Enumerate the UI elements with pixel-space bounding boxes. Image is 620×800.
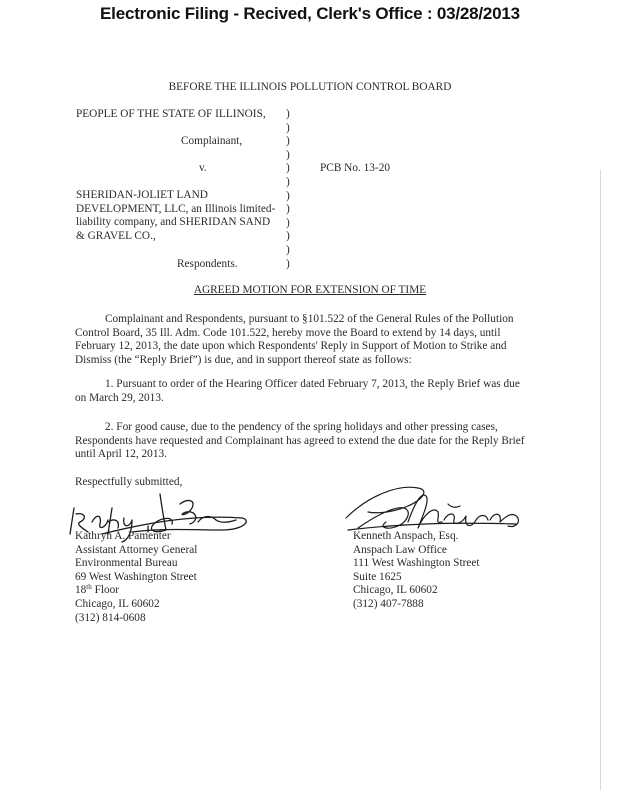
paragraph-2: [75, 421, 530, 462]
signatory-right-city: Chicago, IL 60602: [353, 584, 438, 597]
closing-text: Respectfully submitted,: [75, 476, 183, 488]
paren: ): [286, 175, 290, 188]
signatory-left-dept: Environmental Bureau: [75, 557, 178, 570]
paren: ): [286, 257, 290, 270]
intro-paragraph: [75, 313, 530, 367]
paragraph-1: [75, 378, 530, 405]
signatory-left-name: Kathryn A. Pamenter: [75, 530, 171, 542]
paren: ): [286, 135, 290, 148]
intro-text: Complainant and Respondents, pursuant to §101.522 of the General Rules of the Pollution Control Board, 35 Ill. Adm. Code 101.522, hereby move the Board to extend by 14 days, until February 12, 2013, the date upon which Respondents' Reply in Support of Motion to Strike and Dismiss (the “Reply Brief”) is due, and in support thereof state as follows:: [75, 313, 514, 366]
signatory-left-city: Chicago, IL 60602: [75, 597, 160, 610]
signatory-right-phone: (312) 407-7888: [353, 597, 424, 610]
signatory-left-title: Assistant Attorney General: [75, 543, 198, 556]
complainant-label: Complainant,: [181, 135, 243, 147]
signatory-right-name: Kenneth Anspach, Esq.: [353, 530, 459, 542]
handwritten-signature-right: [338, 478, 528, 538]
paren: ): [286, 230, 290, 243]
defendant-line: & GRAVEL CO.,: [76, 229, 156, 242]
signatory-left-street: 69 West Washington Street: [75, 570, 197, 583]
paren: ): [286, 148, 290, 161]
caption-parentheses: [286, 108, 290, 271]
signatory-left-phone: (312) 814-0608: [75, 611, 146, 624]
respondents-label: Respondents.: [177, 258, 238, 270]
defendant-line: liability company, and SHERIDAN SAND: [76, 216, 271, 229]
paragraph-1-text: 1. Pursuant to order of the Hearing Officer dated February 7, 2013, the Reply Brief was due on March 29, 2013.: [75, 378, 520, 404]
signatory-right: [353, 530, 480, 612]
plaintiff-name: PEOPLE OF THE STATE OF ILLINOIS,: [76, 108, 266, 120]
signatory-left-floor: [75, 584, 197, 598]
board-title: BEFORE THE ILLINOIS POLLUTION CONTROL BOARD: [168, 81, 452, 93]
paragraph-2-text: 2. For good cause, due to the pendency of the spring holidays and other pressing cases, Respondents have requested and Complainant has agreed to extend the due date for the Reply Brief until April 12, 2013.: [75, 421, 525, 461]
signatory-right-street: 111 West Washington Street: [353, 557, 480, 570]
paren: ): [286, 243, 290, 256]
motion-title: AGREED MOTION FOR EXTENSION OF TIME: [193, 284, 427, 296]
filing-stamp: Electronic Filing - Recived, Clerk's Office : 03/28/2013: [100, 4, 520, 23]
floor-word: Floor: [91, 584, 120, 597]
scan-edge-line: [600, 170, 601, 790]
paren: ): [286, 121, 290, 134]
defendant-line: DEVELOPMENT, LLC, an Illinois limited-: [76, 202, 276, 215]
floor-number: 18: [75, 584, 87, 597]
signatory-right-firm: Anspach Law Office: [353, 543, 447, 556]
paren: ): [286, 162, 290, 175]
signatory-left: [75, 530, 197, 625]
paren: ): [286, 189, 290, 202]
floor-suffix: th: [86, 583, 92, 592]
signatory-right-suite: Suite 1625: [353, 570, 402, 583]
versus-label: v.: [199, 162, 207, 174]
defendant-line: SHERIDAN-JOLIET LAND: [76, 189, 208, 201]
paren: ): [286, 108, 290, 120]
case-number: PCB No. 13-20: [320, 162, 390, 174]
paren: ): [286, 203, 290, 216]
paren: ): [286, 216, 290, 229]
